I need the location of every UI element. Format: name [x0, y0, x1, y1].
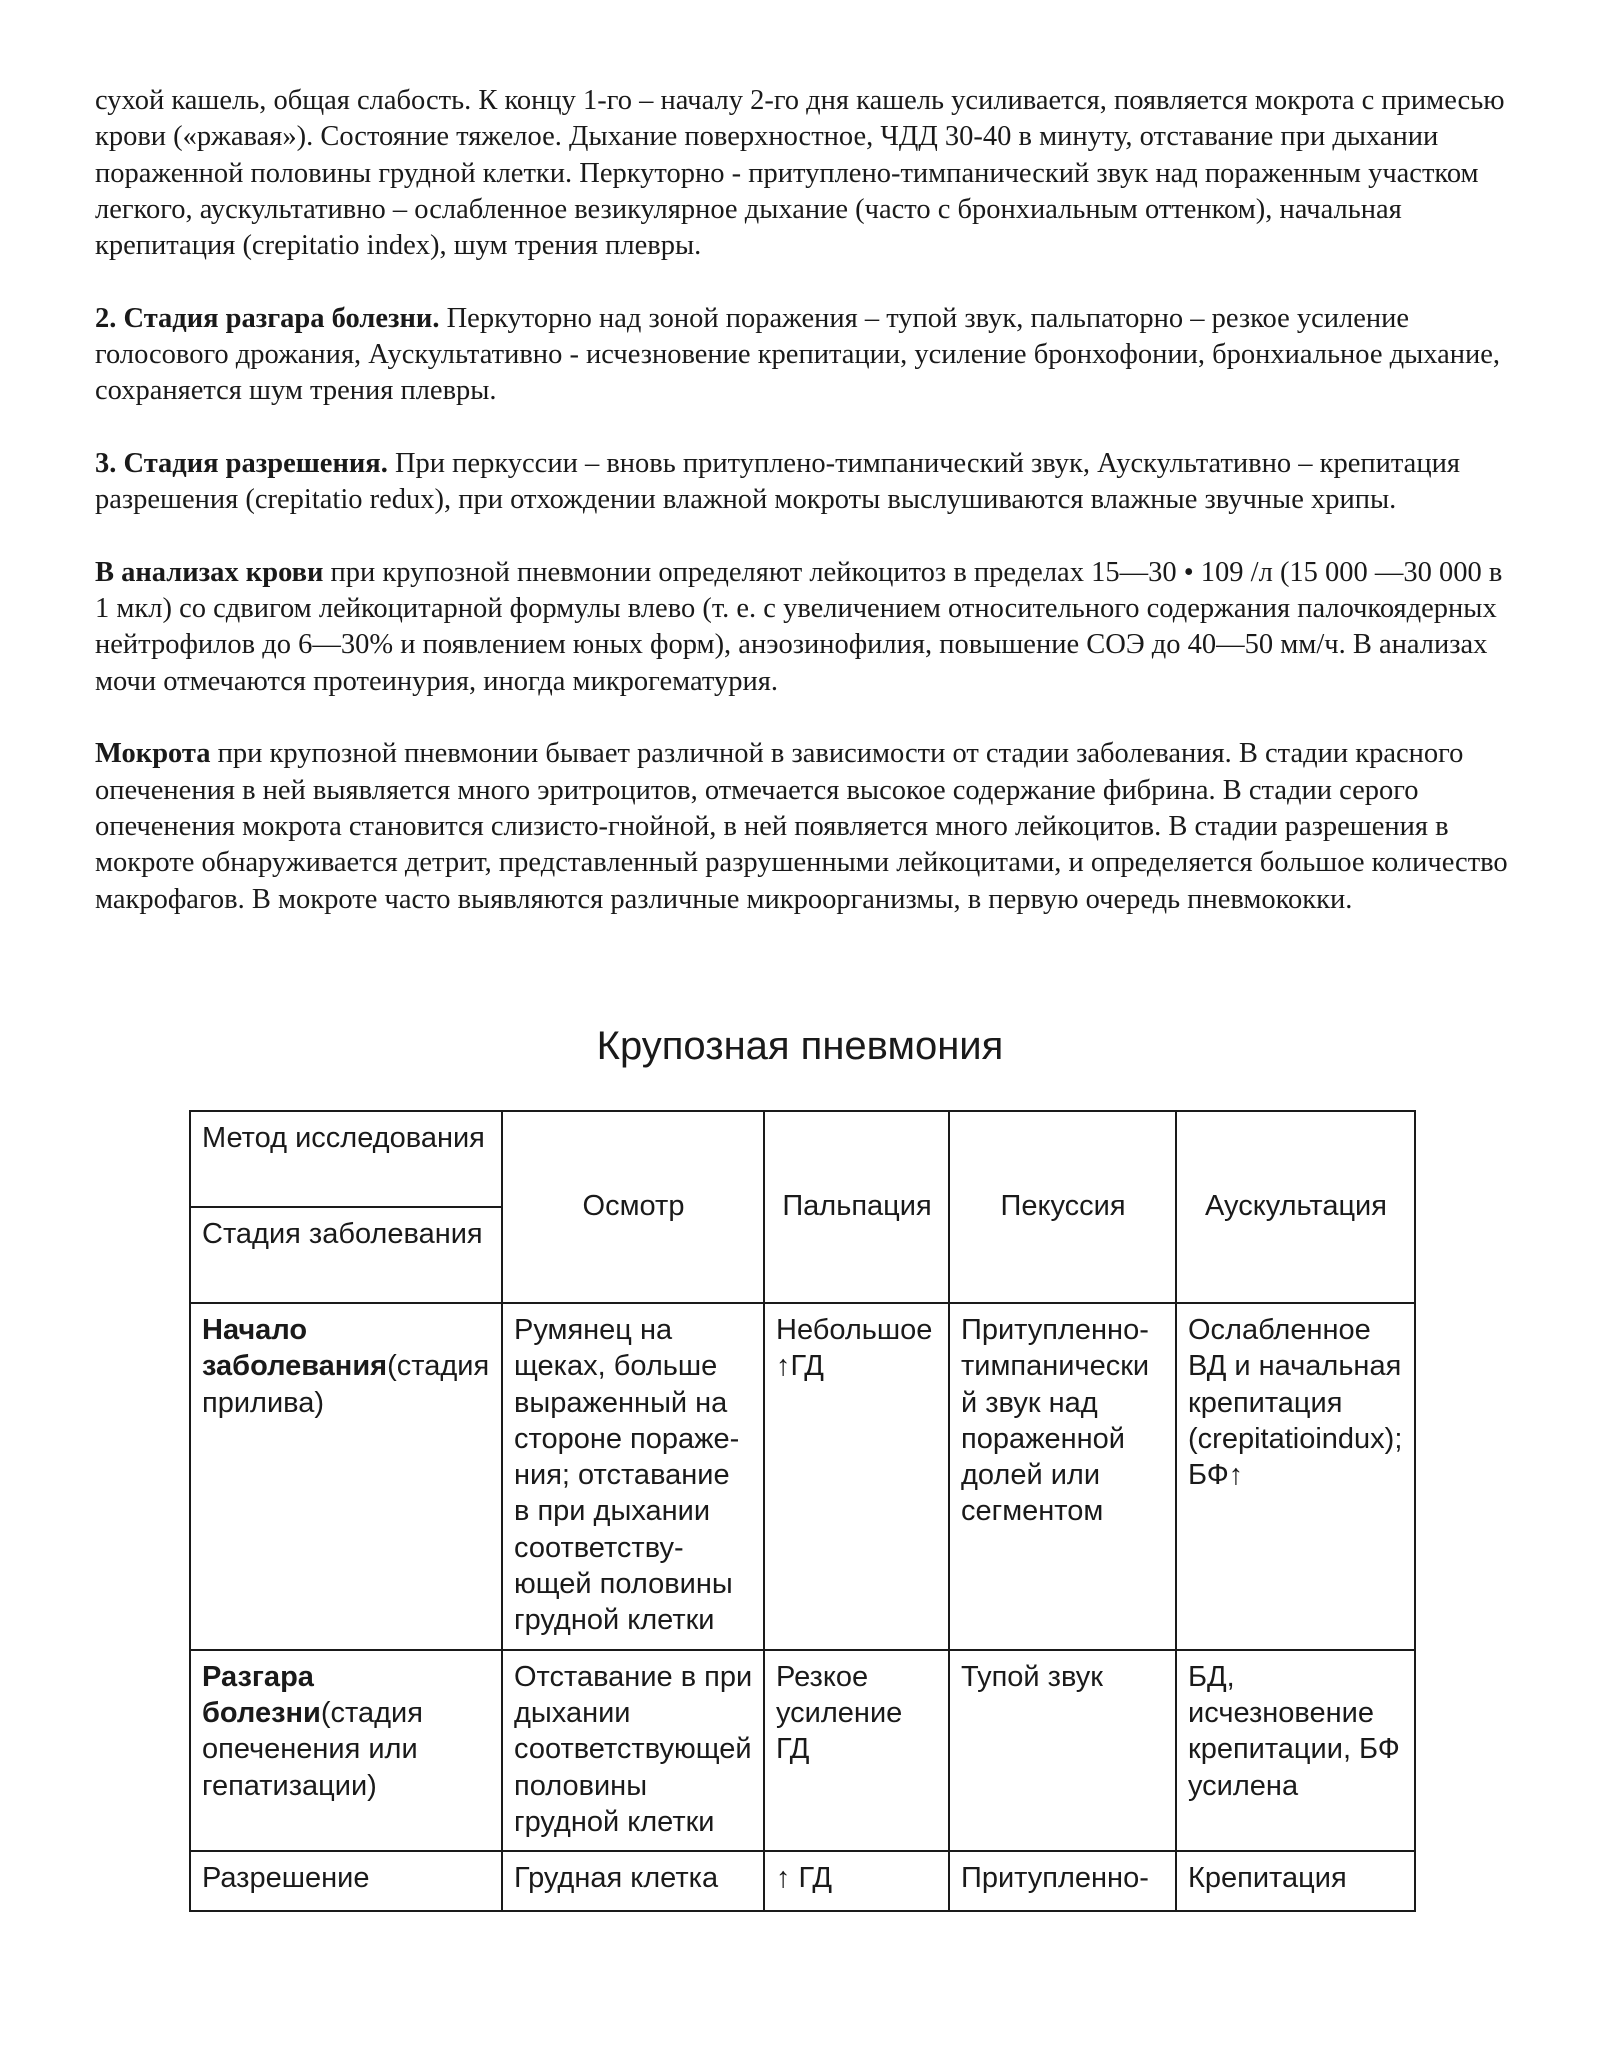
palpation-cell: Резкое усиление ГД	[764, 1650, 949, 1851]
paragraph-stage-3	[95, 446, 1515, 519]
stage-name: Начало заболевания	[202, 1314, 388, 1383]
stages-table	[189, 1110, 1416, 1912]
header-inspection-cell: Осмотр	[502, 1111, 764, 1303]
paragraph-body: при крупозной пневмонии определяют лейкоцитоз в пределах 15—30 • 109 /л (15 000 —30 000 в 1 мкл) со сдвигом лейкоцитарной формулы влево (т. е. с увеличением относительного содержания палочкоядерных нейтрофилов до 6—30% и появлением юных форм), анэозинофилия, повышение СОЭ до 40—50 мм/ч. В анализах мочи отмечаются протеинурия, иногда микрогематурия.	[95, 556, 1503, 697]
header-percussion-cell: Пекуссия	[949, 1111, 1176, 1303]
palpation-cell: Небольшое ↑ГД	[764, 1303, 949, 1650]
percussion-cell: Притупленно-	[949, 1851, 1176, 1911]
paragraph-body: при крупозной пневмонии бывает различной в зависимости от стадии заболевания. В стадии красного опеченения в ней выявляется много эритроцитов, отмечается высокое содержание фибрина. В стадии серого опеченения мокрота становится слизисто-гнойной, в ней появляется много лейкоцитов. В стадии разрешения в мокроте обнаруживается детрит, представленный разрушенными лейкоцитами, и определяется большое количество макрофагов. В мокроте часто выявляются различные микроорганизмы, в первую очередь пневмококки.	[95, 738, 1508, 915]
body-text	[95, 83, 1515, 954]
stage-name: Разгара болезни	[202, 1660, 321, 1729]
table-title: Крупозная пневмония	[596, 1024, 1004, 1068]
paragraph-body: При перкуссии – вновь притуплено-тимпанический звук, Аускультативно – крепитация разрешения (crepitatio redux), при отхождении влажной мокроты выслушиваются влажные звучные хрипы.	[95, 447, 1460, 516]
paragraph-stage-1-continuation: сухой кашель, общая слабость. К концу 1-го – началу 2-го дня кашель усиливается, появляется мокрота с примесью крови («ржавая»). Состояние тяжелое. Дыхание поверхностное, ЧДД 30-40 в минуту, отставание при дыхании пораженной половины грудной клетки. Перкуторно - притуплено-тимпанический звук над пораженным участком легкого, аускультативно – ослабленное везикулярное дыхание (часто с бронхиальным оттенком), начальная крепитация (crepitatio index), шум трения плевры.	[95, 85, 1505, 262]
paragraph-heading: В анализах крови	[95, 556, 324, 588]
table-header-row	[190, 1111, 1415, 1207]
header-palpation-cell: Пальпация	[764, 1111, 949, 1303]
paragraph-heading: 2. Стадия разгара болезни.	[95, 302, 440, 334]
stage-cell	[190, 1650, 502, 1851]
auscultation-text: БФ↑	[1188, 1459, 1244, 1492]
table-row	[190, 1650, 1415, 1851]
inspection-cell: Отставание в при дыхании соответствующей половины грудной клетки	[502, 1650, 764, 1851]
stage-cell	[190, 1303, 502, 1650]
palpation-cell: ↑ ГД	[764, 1851, 949, 1911]
paragraph-sputum	[95, 736, 1515, 917]
paragraph-stage-2	[95, 301, 1515, 410]
auscultation-cell: БД, исчезновение крепитации, БФ усилена	[1176, 1650, 1415, 1851]
stage-cell	[190, 1851, 502, 1911]
paragraph-blood-tests	[95, 555, 1515, 700]
auscultation-cell: Крепитация	[1176, 1851, 1415, 1911]
paragraph-heading: Мокрота	[95, 738, 211, 770]
table-row	[190, 1303, 1415, 1650]
auscultation-text: Ослабленное ВД и начальная крепитация (crepitatioindux);	[1188, 1314, 1403, 1455]
paragraph-body: Перкуторно над зоной поражения – тупой звук, пальпаторно – резкое усиление голосового дрожания, Аускультативно - исчезновение крепитации, усиление бронхофонии, бронхиальное дыхание, сохраняется шум трения плевры.	[95, 302, 1501, 407]
percussion-cell: Притупленно-тимпанический звук над пораженной долей или сегментом	[949, 1303, 1176, 1650]
stage-note: (стадия прилива)	[202, 1350, 490, 1419]
percussion-cell: Тупой звук	[949, 1650, 1176, 1851]
paragraph-heading: 3. Стадия разрешения.	[95, 447, 388, 479]
auscultation-cell	[1176, 1303, 1415, 1650]
table-row	[190, 1851, 1415, 1911]
stage-note: Разрешение	[202, 1862, 370, 1895]
inspection-cell: Грудная клетка	[502, 1851, 764, 1911]
header-auscultation-cell: Аускультация	[1176, 1111, 1415, 1303]
header-stage-cell: Стадия заболевания	[190, 1207, 502, 1303]
inspection-cell: Румянец на щеках, больше выраженный на стороне пораже-ния; отставание в при дыхании соответству-ющей половины грудной клетки	[502, 1303, 764, 1650]
stage-note: (стадия опеченения или гепатизации)	[202, 1696, 423, 1802]
header-method-cell: Метод исследования	[190, 1111, 502, 1207]
